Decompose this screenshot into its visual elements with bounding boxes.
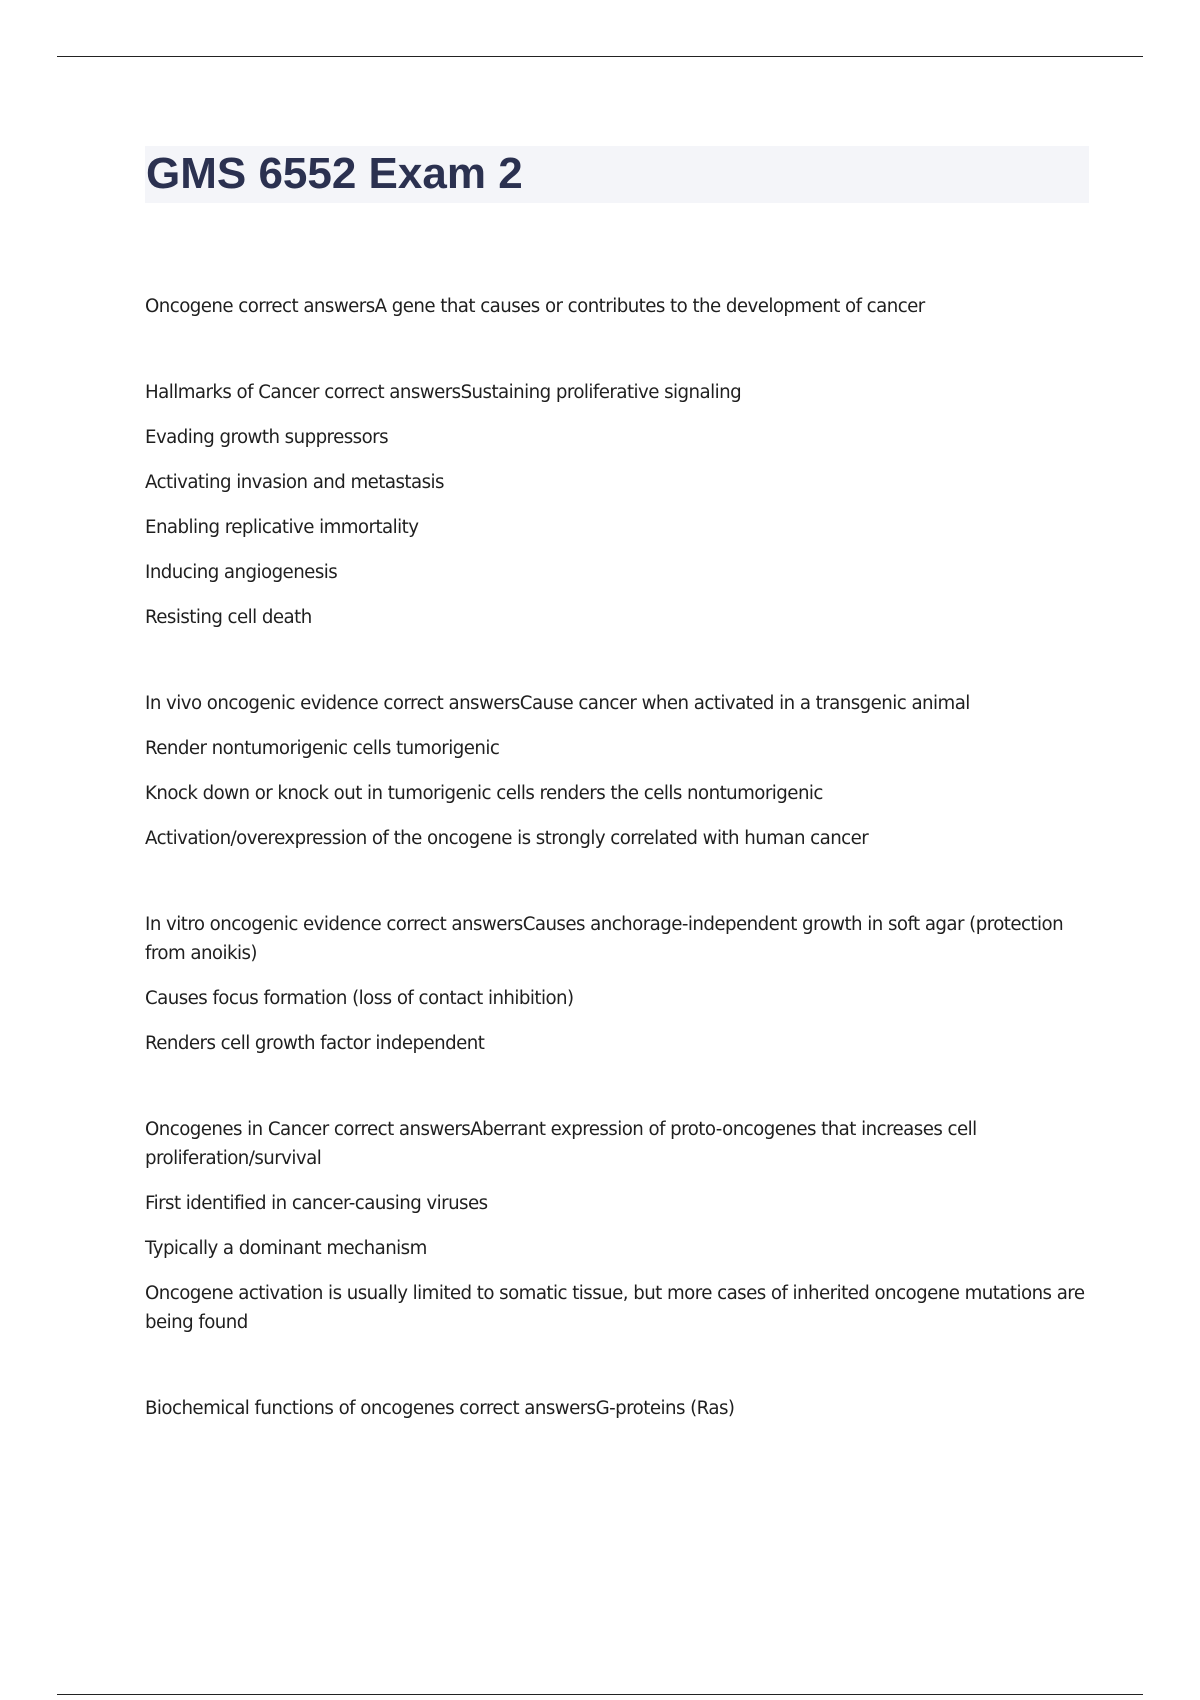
qa-entry — [145, 1115, 1095, 1337]
entry-line: Inducing angiogenesis — [145, 562, 338, 583]
entry-line: Activating invasion and metastasis — [145, 472, 444, 493]
entry-line: Render nontumorigenic cells tumorigenic — [145, 738, 500, 759]
entry-line: Evading growth suppressors — [145, 427, 389, 448]
entry-line: Resisting cell death — [145, 607, 312, 628]
entry-line: Activation/overexpression of the oncogene is strongly correlated with human cancer — [145, 828, 869, 849]
entry-line: First identified in cancer-causing viruses — [145, 1193, 488, 1214]
entry-line: Typically a dominant mechanism — [145, 1238, 427, 1259]
entry-line: In vivo oncogenic evidence correct answersCause cancer when activated in a transgenic animal — [145, 693, 970, 714]
entry-line: Enabling replicative immortality — [145, 517, 419, 538]
entry-line: In vitro oncogenic evidence correct answersCauses anchorage-independent growth in soft agar (protection from anoikis) — [145, 914, 1064, 964]
header-rule — [57, 56, 1143, 57]
entry-line: Oncogene activation is usually limited to somatic tissue, but more cases of inherited oncogene mutations are being found — [145, 1283, 1085, 1333]
qa-entry — [145, 378, 1095, 632]
document-body — [145, 292, 1095, 1423]
qa-entry — [145, 910, 1095, 1058]
entry-line: Oncogene correct answersA gene that causes or contributes to the development of cancer — [145, 296, 925, 317]
entry-line: Biochemical functions of oncogenes correct answersG-proteins (Ras) — [145, 1398, 735, 1419]
qa-entry — [145, 689, 1095, 853]
document-title: GMS 6552 Exam 2 — [146, 149, 523, 198]
entry-line: Renders cell growth factor independent — [145, 1033, 485, 1054]
qa-entry — [145, 1394, 1095, 1423]
entry-line: Knock down or knock out in tumorigenic cells renders the cells nontumorigenic — [145, 783, 823, 804]
entry-line: Oncogenes in Cancer correct answersAberrant expression of proto-oncogenes that increases cell proliferation/survival — [145, 1119, 977, 1169]
qa-entry — [145, 292, 1095, 321]
footer-rule — [57, 1694, 1143, 1695]
entry-line: Causes focus formation (loss of contact inhibition) — [145, 988, 574, 1009]
entry-line: Hallmarks of Cancer correct answersSustaining proliferative signaling — [145, 382, 742, 403]
